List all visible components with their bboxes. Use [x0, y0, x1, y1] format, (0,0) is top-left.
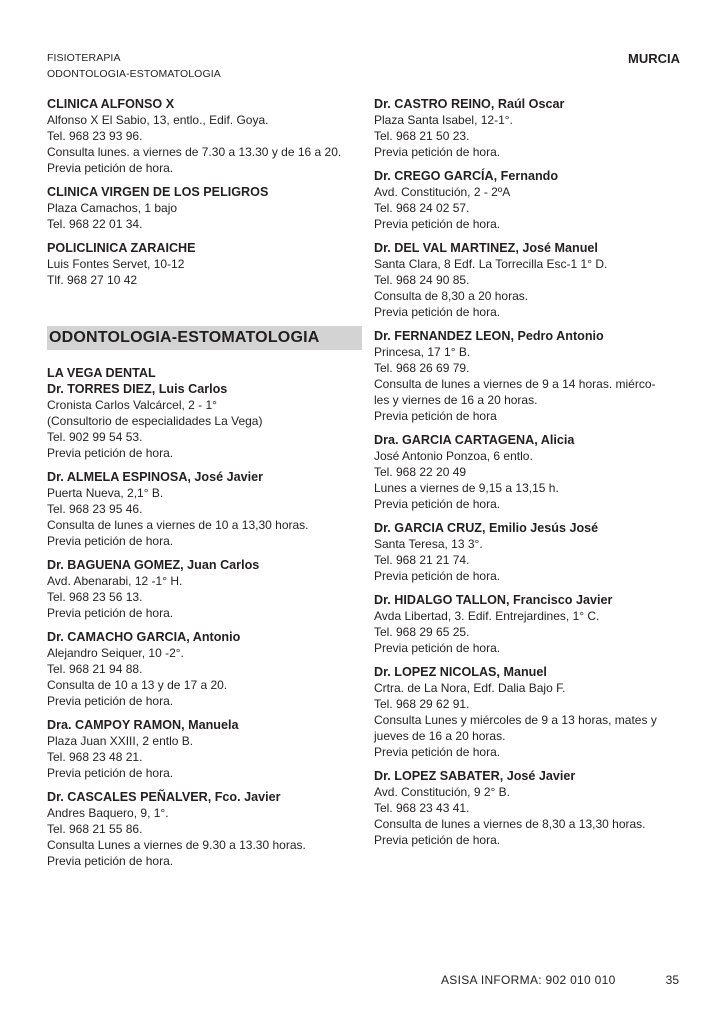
entry-detail: Avd. Constitución, 2 - 2ºA — [374, 185, 511, 199]
entry-detail: Crtra. de La Nora, Edf. Dalia Bajo F. — [374, 681, 566, 695]
entry-detail: les y viernes de 16 a 20 horas. — [374, 393, 538, 407]
directory-entry — [374, 240, 684, 320]
entry-detail: Previa petición de hora. — [374, 497, 501, 511]
entry-detail: Previa petición de hora. — [47, 694, 174, 708]
entry-detail: Santa Teresa, 13 3°. — [374, 537, 483, 551]
entry-name: Dr. HIDALGO TALLON, Francisco Javier — [374, 593, 613, 607]
entry-name: Dr. TORRES DIEZ, Luis Carlos — [47, 382, 228, 396]
entry-name: Dr. FERNANDEZ LEON, Pedro Antonio — [374, 329, 604, 343]
entry-detail: Consulta de 8,30 a 20 horas. — [374, 289, 529, 303]
entry-detail: Cronista Carlos Valcárcel, 2 - 1° — [47, 398, 217, 412]
entry-detail: Tel. 968 21 50 23. — [374, 129, 470, 143]
page-number: 35 — [665, 973, 679, 987]
entry-detail: Plaza Juan XXIII, 2 entlo B. — [47, 734, 194, 748]
entry-detail: Previa petición de hora. — [374, 217, 501, 231]
entry-detail: Tel. 968 21 55 86. — [47, 822, 143, 836]
entry-detail: Previa petición de hora. — [374, 833, 501, 847]
entry-detail: Consulta de lunes a viernes de 9 a 14 horas. miérco- — [374, 377, 656, 391]
directory-entry — [47, 240, 362, 288]
entry-detail: Consulta de 10 a 13 y de 17 a 20. — [47, 678, 228, 692]
entry-name: Dr. DEL VAL MARTINEZ, José Manuel — [374, 241, 598, 255]
entry-detail: Avd. Constitución, 9 2° B. — [374, 785, 510, 799]
entry-name: Dr. GARCIA CRUZ, Emilio Jesús José — [374, 521, 599, 535]
entry-detail: Tel. 968 23 56 13. — [47, 590, 143, 604]
entry-detail: Tel. 968 21 21 74. — [374, 553, 470, 567]
entry-detail: José Antonio Ponzoa, 6 entlo. — [374, 449, 533, 463]
directory-entry — [47, 365, 362, 461]
entry-detail: Andres Baquero, 9, 1°. — [47, 806, 169, 820]
entry-name: Dra. CAMPOY RAMON, Manuela — [47, 718, 239, 732]
entry-detail: Tel. 968 26 69 79. — [374, 361, 470, 375]
left-bottom-entries — [47, 365, 362, 869]
directory-entry — [374, 328, 684, 424]
entry-detail: Tel. 968 22 20 49 — [374, 465, 467, 479]
entry-name: CLINICA ALFONSO X — [47, 97, 175, 111]
entry-name: CLINICA VIRGEN DE LOS PELIGROS — [47, 185, 269, 199]
entry-detail: jueves de 16 a 20 horas. — [374, 729, 506, 743]
directory-entry — [374, 96, 684, 160]
entry-detail: Consulta Lunes a viernes de 9.30 a 13.30 horas. — [47, 838, 306, 852]
directory-entry — [374, 592, 684, 656]
entry-detail: Previa petición de hora. — [47, 854, 174, 868]
entry-name: Dr. CASCALES PEÑALVER, Fco. Javier — [47, 790, 281, 804]
entry-detail: Previa petición de hora. — [47, 606, 174, 620]
entry-detail: Previa petición de hora. — [47, 534, 174, 548]
directory-entry — [47, 469, 362, 549]
entry-name: Dr. CREGO GARCÍA, Fernando — [374, 169, 559, 183]
directory-entry — [47, 557, 362, 621]
entry-detail: Consulta de lunes a viernes de 10 a 13,30 horas. — [47, 518, 309, 532]
header-city: MURCIA — [628, 51, 680, 66]
entry-detail: Tel. 968 22 01 34. — [47, 217, 143, 231]
directory-entry — [47, 96, 362, 176]
directory-entry — [47, 789, 362, 869]
entry-name: Dr. LOPEZ SABATER, José Javier — [374, 769, 576, 783]
entry-detail: Previa petición de hora. — [374, 641, 501, 655]
header-category-1: FISIOTERAPIA — [47, 52, 121, 64]
left-column — [47, 96, 362, 877]
directory-entry — [374, 664, 684, 760]
entry-detail: Alfonso X El Sabio, 13, entlo., Edif. Goya. — [47, 113, 269, 127]
entry-detail: Previa petición de hora. — [47, 446, 174, 460]
entry-detail: Tel. 968 23 95 46. — [47, 502, 143, 516]
header-category-2: ODONTOLOGIA-ESTOMATOLOGIA — [47, 68, 221, 80]
directory-entry — [374, 432, 684, 512]
left-top-entries — [47, 96, 362, 288]
entry-detail: (Consultorio de especialidades La Vega) — [47, 414, 263, 428]
right-column — [374, 96, 684, 856]
entry-name: Dr. ALMELA ESPINOSA, José Javier — [47, 470, 264, 484]
entry-detail: Lunes a viernes de 9,15 a 13,15 h. — [374, 481, 559, 495]
entry-detail: Tel. 968 29 62 91. — [374, 697, 470, 711]
entry-detail: Tel. 902 99 54 53. — [47, 430, 143, 444]
entry-detail: Tel. 968 21 94 88. — [47, 662, 143, 676]
entry-detail: Tel. 968 24 02 57. — [374, 201, 470, 215]
entry-detail: Princesa, 17 1° B. — [374, 345, 471, 359]
entry-name: POLICLINICA ZARAICHE — [47, 241, 196, 255]
entry-detail: Previa petición de hora. — [374, 569, 501, 583]
entry-detail: Avd. Abenarabi, 12 -1° H. — [47, 574, 183, 588]
entry-detail: Tel. 968 23 43 41. — [374, 801, 470, 815]
entry-name: Dr. CAMACHO GARCIA, Antonio — [47, 630, 241, 644]
entry-name: Dra. GARCIA CARTAGENA, Alicia — [374, 433, 575, 447]
entry-detail: Consulta lunes. a viernes de 7.30 a 13.30 y de 16 a 20. — [47, 145, 342, 159]
directory-entry — [374, 168, 684, 232]
entry-name: Dr. BAGUENA GOMEZ, Juan Carlos — [47, 558, 260, 572]
entry-detail: Previa petición de hora. — [47, 766, 174, 780]
entry-name: Dr. LOPEZ NICOLAS, Manuel — [374, 665, 547, 679]
footer-phone: ASISA INFORMA: 902 010 010 — [441, 973, 616, 987]
page-header-categories — [47, 50, 221, 82]
section-title: ODONTOLOGIA-ESTOMATOLOGIA — [47, 326, 362, 350]
entry-detail: Avda Libertad, 3. Edif. Entrejardines, 1° C. — [374, 609, 600, 623]
entry-detail: Tel. 968 23 93 96. — [47, 129, 143, 143]
entry-detail: Plaza Camachos, 1 bajo — [47, 201, 178, 215]
entry-detail: Consulta de lunes a viernes de 8,30 a 13,30 horas. — [374, 817, 646, 831]
entry-detail: Previa petición de hora — [374, 409, 497, 423]
directory-entry — [47, 717, 362, 781]
entry-detail: Previa petición de hora. — [47, 161, 174, 175]
entry-detail: Luis Fontes Servet, 10-12 — [47, 257, 185, 271]
entry-detail: Consulta Lunes y miércoles de 9 a 13 horas, mates y — [374, 713, 657, 727]
directory-entry — [374, 768, 684, 848]
entry-detail: Tel. 968 23 48 21. — [47, 750, 143, 764]
entry-detail: Puerta Nueva, 2,1° B. — [47, 486, 164, 500]
entry-detail: Tlf. 968 27 10 42 — [47, 273, 138, 287]
entry-detail: Tel. 968 24 90 85. — [374, 273, 470, 287]
entry-detail: Previa petición de hora. — [374, 305, 501, 319]
directory-entry — [374, 520, 684, 584]
entry-detail: Tel. 968 29 65 25. — [374, 625, 470, 639]
entry-detail: Plaza Santa Isabel, 12-1°. — [374, 113, 513, 127]
entry-detail: Santa Clara, 8 Edf. La Torrecilla Esc-1 1° D. — [374, 257, 608, 271]
directory-entry — [47, 629, 362, 709]
entry-detail: Previa petición de hora. — [374, 145, 501, 159]
right-entries — [374, 96, 684, 848]
entry-name: LA VEGA DENTAL — [47, 366, 156, 380]
entry-detail: Previa petición de hora. — [374, 745, 501, 759]
entry-name: Dr. CASTRO REINO, Raúl Oscar — [374, 97, 565, 111]
directory-entry — [47, 184, 362, 232]
entry-detail: Alejandro Seiquer, 10 -2°. — [47, 646, 184, 660]
